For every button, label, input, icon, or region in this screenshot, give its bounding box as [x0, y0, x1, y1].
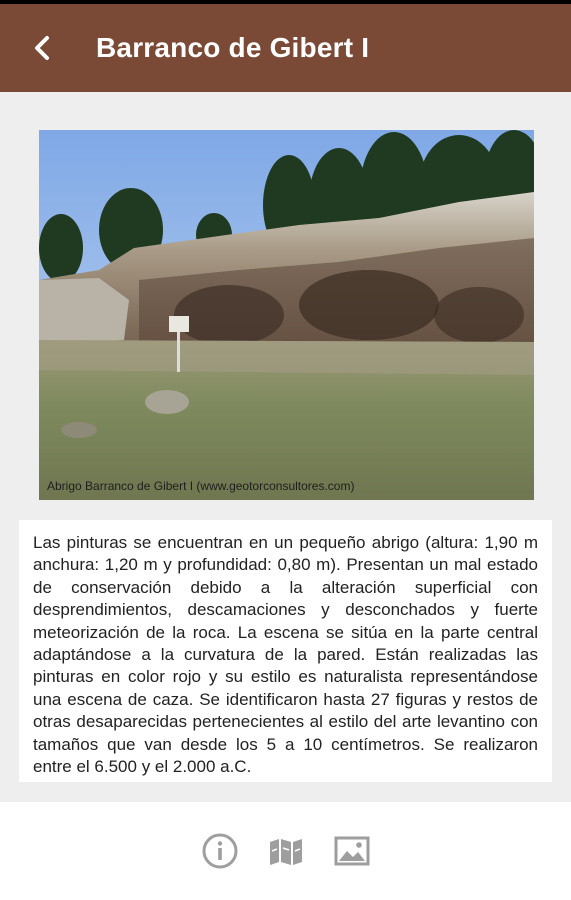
map-button[interactable]: [258, 823, 314, 879]
app-bar: [0, 4, 571, 92]
map-icon: [266, 831, 306, 871]
description-text: Las pinturas se encuentran en un pequeño abrigo (altura: 1,90 m anchura: 1,20 m y profundidad: 0,80 m). Presentan un mal estado de conservación debido a la alteración superficial con desprendimientos, descamaciones y desconchados y fuerte meteorización de la roca. La escena se sitúa en la parte central adaptándose a la curvatura de la pared. Están realizadas las pinturas en color rojo y su estilo es naturalista representándose una escena de caza. Se identificaron hasta 27 figuras y restos de otras desaparecidas pertenecientes al estilo del arte levantino con tamaños que van desde los 5 a 10 centímetros. Se realizaron entre el 6.500 y el 2.000 a.C.: [33, 533, 538, 777]
back-button[interactable]: [0, 4, 86, 92]
main-content: [0, 92, 571, 802]
gallery-icon: [332, 831, 372, 871]
info-button[interactable]: [192, 823, 248, 879]
bottom-navigation: [0, 802, 571, 900]
gallery-button[interactable]: [324, 823, 380, 879]
rock-shelter-image: [39, 130, 534, 500]
arrow-back-icon: [28, 33, 58, 63]
site-photo[interactable]: [39, 130, 534, 500]
info-icon: [200, 831, 240, 871]
description-card: [19, 520, 552, 782]
photo-caption: Abrigo Barranco de Gibert I (www.geotorconsultores.com): [47, 479, 355, 493]
page-title: Barranco de Gibert I: [96, 32, 370, 63]
